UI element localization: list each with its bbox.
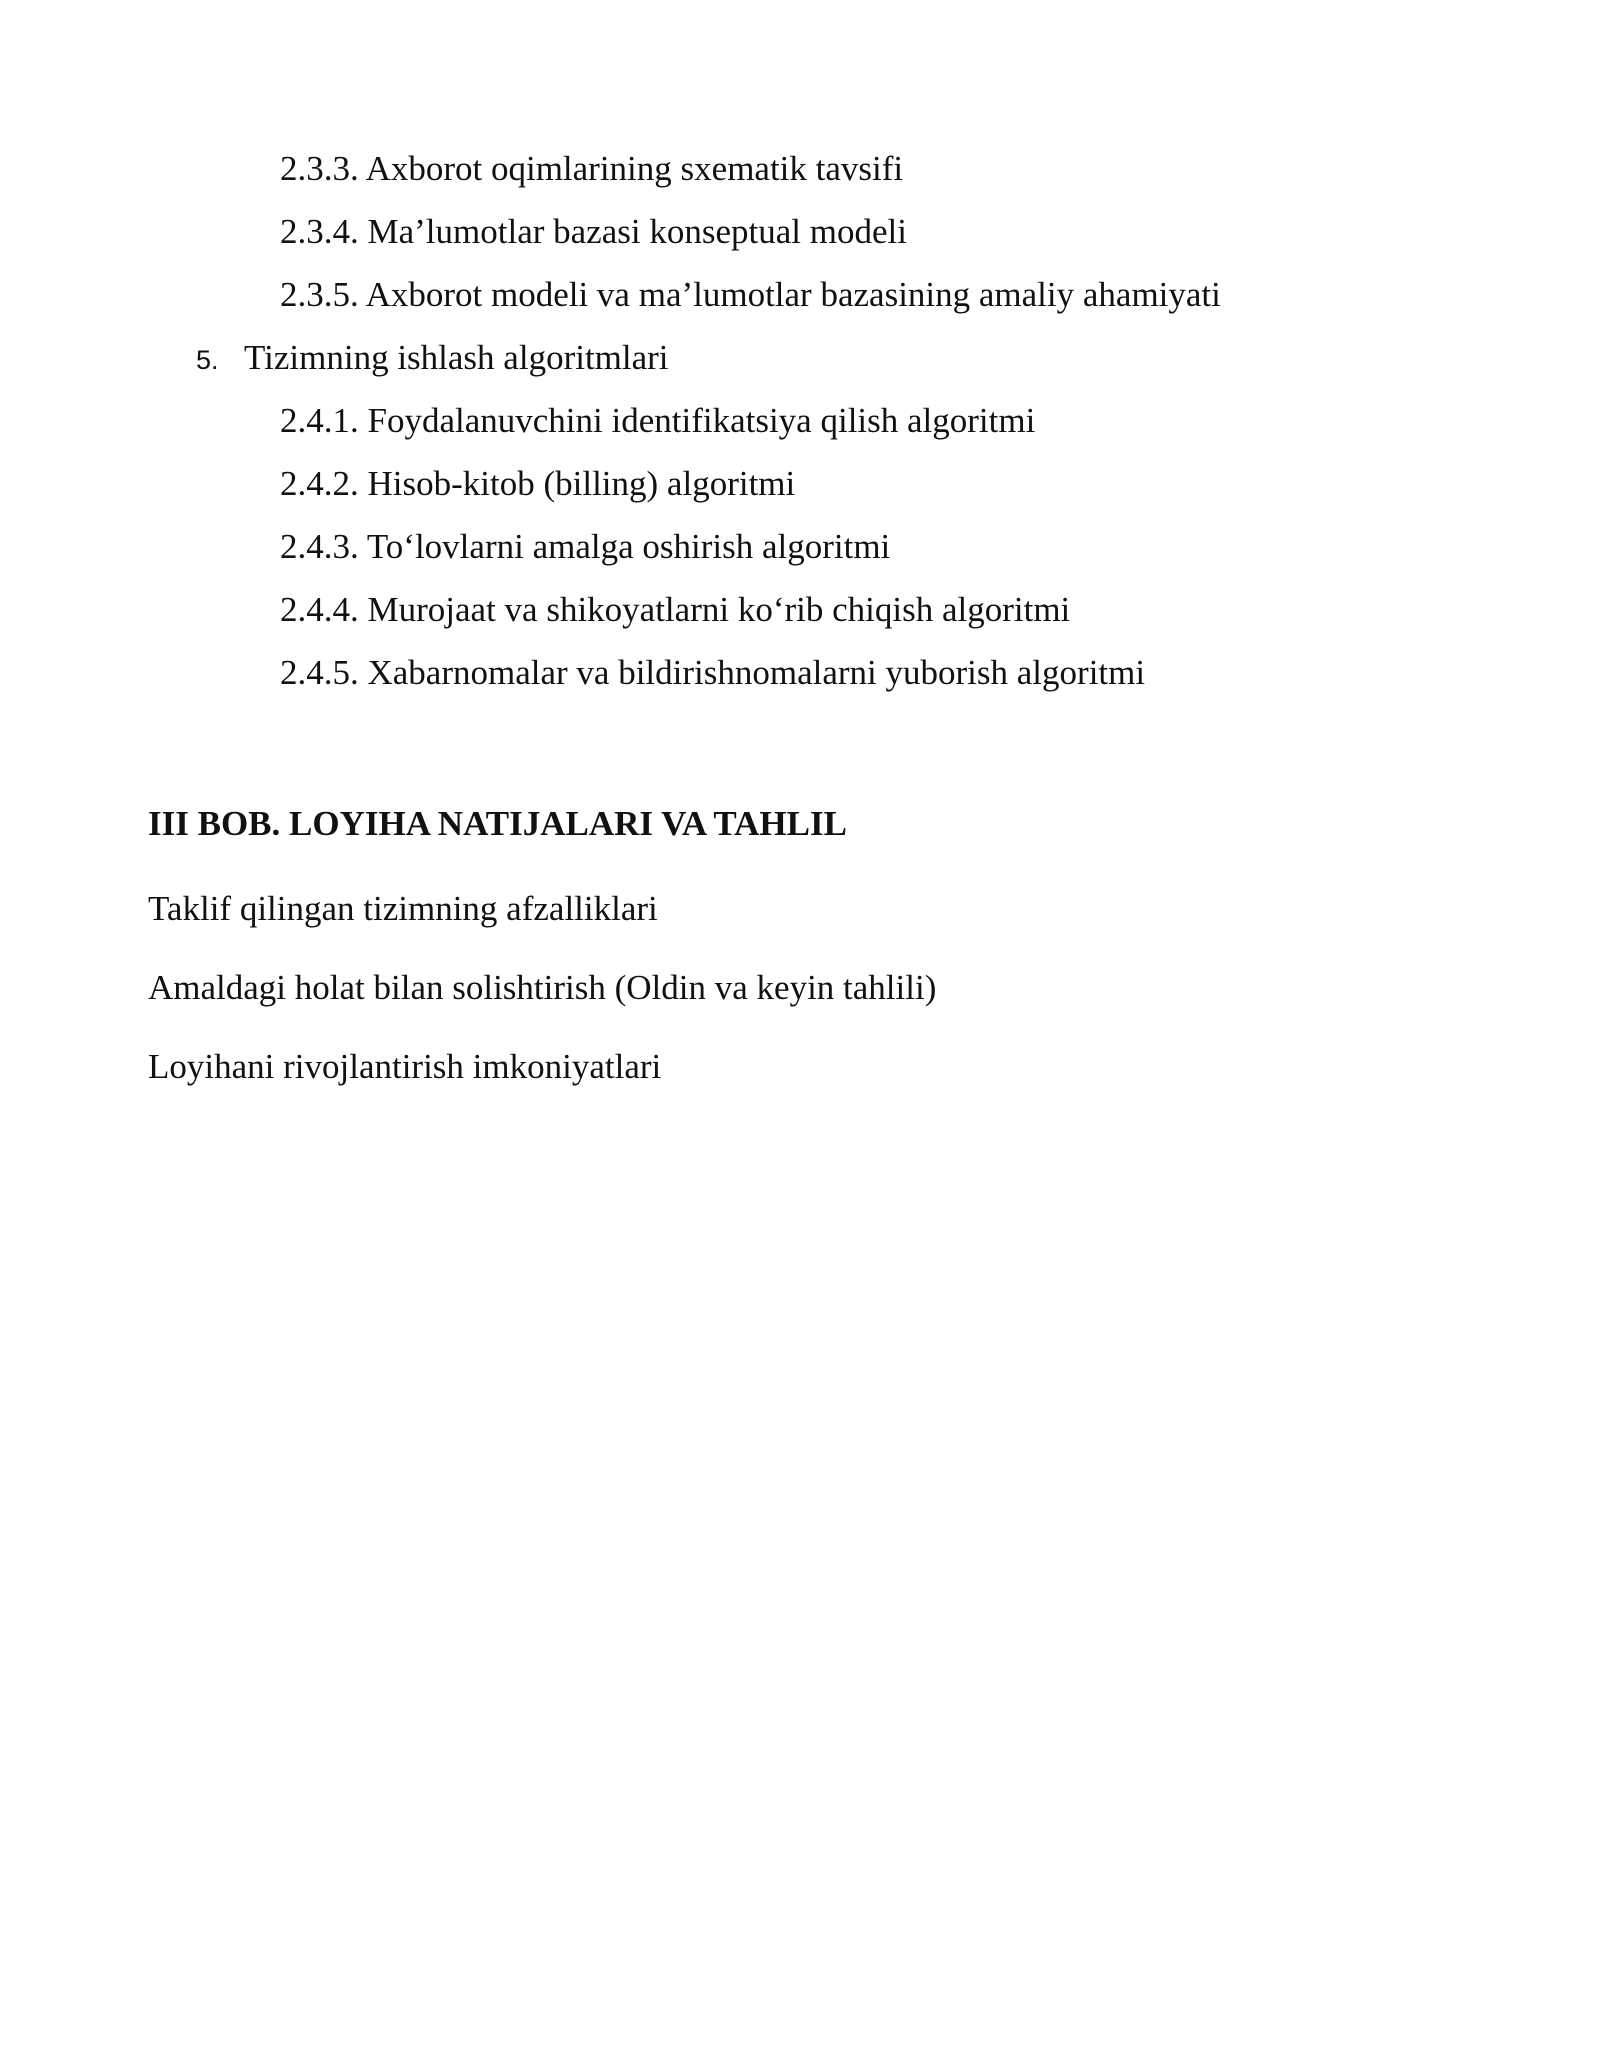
chapter-paragraph: Loyihani rivojlantirish imkoniyatlari xyxy=(148,1047,662,1086)
toc-entry-2-4-2: 2.4.2. Hisob-kitob (billing) algoritmi xyxy=(280,464,796,503)
toc-entry-2-4-3: 2.4.3. To‘lovlarni amalga oshirish algoritmi xyxy=(280,527,891,566)
toc-entry-2-4-5: 2.4.5. Xabarnomalar va bildirishnomalarni yuborish algoritmi xyxy=(280,653,1146,692)
chapter-heading: III BOB. LOYIHA NATIJALARI VA TAHLIL xyxy=(148,804,847,843)
toc-entry-2-3-5: 2.3.5. Axborot modeli va ma’lumotlar bazasining amaliy ahamiyati xyxy=(280,275,1221,314)
toc-entry-2-4-1: 2.4.1. Foydalanuvchini identifikatsiya qilish algoritmi xyxy=(280,401,1036,440)
chapter-paragraph: Amaldagi holat bilan solishtirish (Oldin va keyin tahlili) xyxy=(148,968,937,1007)
toc-entry-2-3-4: 2.3.4. Ma’lumotlar bazasi konseptual modeli xyxy=(280,212,907,251)
toc-entry-2-4-4: 2.4.4. Murojaat va shikoyatlarni ko‘rib chiqish algoritmi xyxy=(280,590,1071,629)
toc-entry-2-3-3: 2.3.3. Axborot oqimlarining sxematik tavsifi xyxy=(280,149,904,188)
toc-entry-5-title: Tizimning ishlash algoritmlari xyxy=(244,338,669,377)
chapter-paragraph: Taklif qilingan tizimning afzalliklari xyxy=(148,889,658,928)
toc-entry-5-number: 5. xyxy=(196,345,219,375)
toc-entry-5 xyxy=(196,337,669,381)
